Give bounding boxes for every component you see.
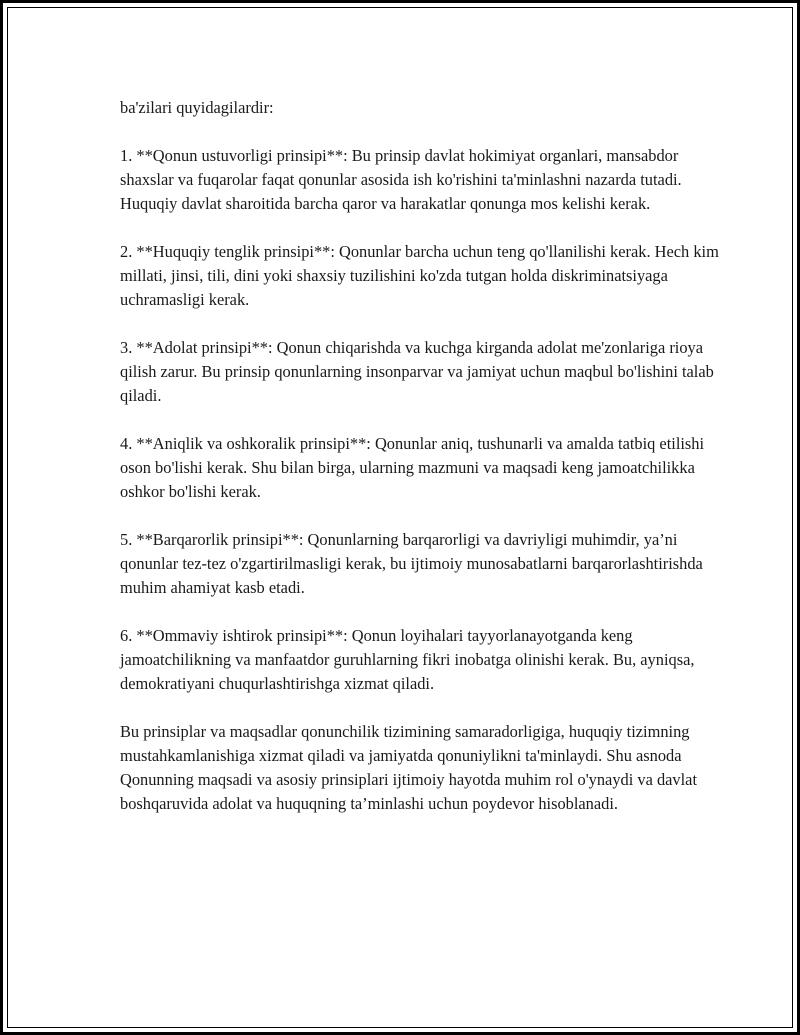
principle-5-paragraph: 5. **Barqarorlik prinsipi**: Qonunlarning barqarorligi va davriyligi muhimdir, ya’ni qonunlar tez-tez o'zgartirilmasligi kerak, bu ijtimoiy munosabatlarni barqarorlashtirishda muhim ahamiyat kasb etadi. [120,530,703,597]
principle-1-paragraph: 1. **Qonun ustuvorligi prinsipi**: Bu prinsip davlat hokimiyat organlari, mansabdor shaxslar va fuqarolar faqat qonunlar asosida ish ko'rishini ta'minlashni nazarda tutadi. Huquqiy davlat sharoitida barcha qaror va harakatlar qonunga mos kelishi kerak. [120,146,682,213]
document-body [120,96,720,840]
intro-line: ba'zilari quyidagilardir: [120,98,274,117]
conclusion-paragraph: Bu prinsiplar va maqsadlar qonunchilik tizimining samaradorligiga, huquqiy tizimning mustahkamlanishiga xizmat qiladi va jamiyatda qonuniylikni ta'minlaydi. Shu asnoda Qonunning maqsadi va asosiy prinsiplari ijtimoiy hayotda muhim rol o'ynaydi va davlat boshqaruvida adolat va huquqning ta’minlashi uchun poydevor hisoblanadi. [120,722,697,813]
principle-3-paragraph: 3. **Adolat prinsipi**: Qonun chiqarishda va kuchga kirganda adolat me'zonlariga rioya qilish zarur. Bu prinsip qonunlarning insonparvar va jamiyat uchun maqbul bo'lishini talab qiladi. [120,338,714,405]
principle-2-paragraph: 2. **Huquqiy tenglik prinsipi**: Qonunlar barcha uchun teng qo'llanilishi kerak. Hech kim millati, jinsi, tili, dini yoki shaxsiy tuzilishini ko'zda tutgan holda diskriminatsiyaga uchramasligi kerak. [120,242,719,309]
principle-6-paragraph: 6. **Ommaviy ishtirok prinsipi**: Qonun loyihalari tayyorlanayotganda keng jamoatchilikning va manfaatdor guruhlarning fikri inobatga olinishi kerak. Bu, ayniqsa, demokratiyani chuqurlashtirishga xizmat qiladi. [120,626,695,693]
principle-4-paragraph: 4. **Aniqlik va oshkoralik prinsipi**: Qonunlar aniq, tushunarli va amalda tatbiq etilishi oson bo'lishi kerak. Shu bilan birga, ularning mazmuni va maqsadi keng jamoatchilikka oshkor bo'lishi kerak. [120,434,705,501]
